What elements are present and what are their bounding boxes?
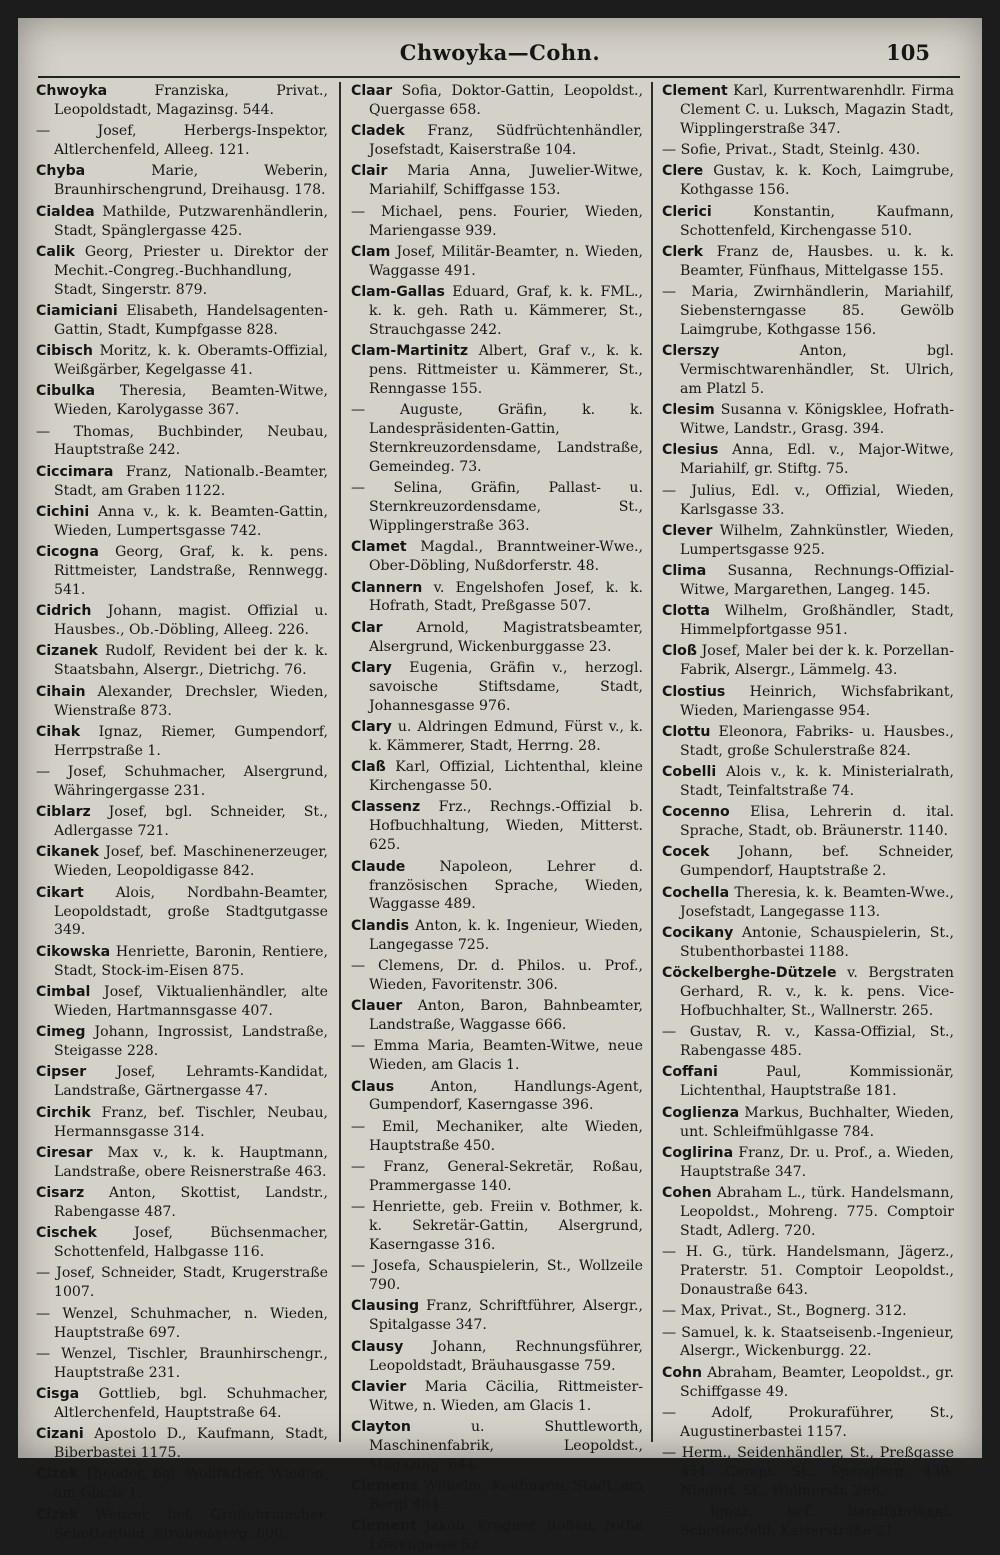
page-number: 105 [886,40,930,65]
directory-entry [36,382,328,420]
entry-name: Chwoyka [36,83,108,99]
entry-text: Marie, Weberin, Braunhirschengrund, Dreihausg. 178. [54,163,328,199]
directory-entry [662,1444,954,1501]
directory-entry [36,803,328,841]
entry-text: Arnold, Magistratsbeamter, Alsergrund, Wickenburggasse 23. [369,619,643,655]
entry-name: Cöckelberghe-Dützele [662,965,837,982]
entry-text: Josef, bgl. Schneider, St., Adlergasse 721. [54,804,328,840]
entry-name: Cizek [36,1506,79,1523]
entry-text: Johann, bef. Schneider, Gumpendorf, Hauptstraße 2. [680,844,954,880]
directory-entry [36,463,328,501]
entry-text: Napoleon, Lehrer d. französischen Sprache, Wieden, Waggasse 489. [369,858,644,913]
directory-entry [36,1224,328,1262]
directory-entry [662,243,954,281]
entry-text: Anton, k. k. Ingenieur, Wieden, Langegasse 725. [369,917,643,953]
directory-entry [36,342,328,380]
directory-entry [662,723,954,761]
entry-name: Clauer [351,998,403,1015]
header-rule [38,76,960,78]
directory-entry [36,302,328,340]
entry-text: Anton, bgl. Vermischtwarenhändler, St. Ulrich, am Platzl 5. [680,343,954,397]
entry-text: Ignaz, Riemer, Gumpendorf, Herrpstraße 1. [54,723,328,759]
entry-text: Karl, Offizial, Lichtenthal, kleine Kirchengasse 50. [369,759,643,795]
entry-name: Cibisch [36,343,93,360]
entry-text: Anna v., k. k. Beamten-Gattin, Wieden, Lumpertsgasse 742. [54,503,328,539]
entry-text: — Michael, pens. Fourier, Wieden, Mariengasse 939. [351,203,643,239]
entry-text: Anton, Skottist, Landstr., Rabengasse 487. [54,1185,328,1220]
directory-entry [662,342,954,399]
entry-name: Cizanek [36,643,98,660]
directory-entry [351,659,643,716]
entry-name: Clam-Gallas [351,284,445,301]
directory-entry [662,884,954,922]
directory-entry [36,983,328,1021]
entry-name: Ciccimara [36,463,114,480]
directory-entry [351,1118,643,1156]
entry-text: — Maria, Zwirnhändlerin, Mariahilf, Siebensterngasse 85. Gewölb Laimgrube, Kothgasse 156. [662,284,954,338]
entry-text: Paul, Kommissionär, Lichtenthal, Hauptstraße 181. [680,1064,954,1100]
entry-text: Heinrich, Wichsfabrikant, Wieden, Mariengasse 954. [680,683,954,719]
columns [36,82,958,1554]
entry-text: Georg, Graf, k. k. pens. Rittmeister, Landstraße, Rennwegg. 541. [54,544,329,598]
entry-text: Jakob, Fragner, Roßau, rothe Löwengasse 52. [369,1518,643,1554]
entry-text: Franz de, Hausbes. u. k. k. Beamter, Fünfhaus, Mittelgasse 155. [680,243,954,279]
entry-text: Rudolf, Revident bei der k. k. Staatsbahn, Alsergr., Dietrichg. 76. [54,643,328,679]
entry-text: Franz, Nationalb.-Beamter, Stadt, am Graben 1122. [54,463,328,499]
entry-text: Franziska, Privat., Leopoldstadt, Magazinsg. 544. [54,83,329,118]
directory-entry [662,141,954,160]
directory-entry [36,884,328,941]
entry-text: Franz, Dr. u. Prof., a. Wieden, Hauptstraße 347. [680,1144,954,1180]
entry-text: Josef, Büchsenmacher, Schottenfeld, Halbgasse 116. [54,1225,328,1261]
entry-name: Clamet [351,539,407,556]
entry-text: Elisabeth, Handelsagenten-Gattin, Stadt, Kumpfgasse 828. [54,302,328,338]
entry-text: Moritz, k. k. Oberamts-Offizial, Weißgärber, Kegelgasse 41. [54,343,328,379]
entry-text: Maria Cäcilia, Rittmeister-Witwe, n. Wieden, am Glacis 1. [369,1378,644,1414]
directory-entry [351,1037,643,1075]
entry-text: Alexander, Drechsler, Wieden, Wienstraße 873. [54,683,328,719]
entry-text: Johann, Rechnungsführer, Leopoldstadt, Bräuhausgasse 759. [369,1338,643,1374]
directory-entry [351,758,643,796]
entry-name: Cialdea [36,203,95,220]
entry-text: Franz, Schriftführer, Alsergr., Spitalgasse 347. [369,1298,643,1334]
entry-text: u. Shuttleworth, Maschinenfabrik, Leopoldst., Magazing. 644. [369,1419,644,1473]
entry-text: Karl, Kurrentwarenhdlr. Firma Clement C. u. Luksch, Magazin Stadt, Wipplingerstraße 347. [680,83,955,137]
directory-entry [36,1506,328,1544]
entry-name: Clement [662,83,728,99]
directory-entry [351,203,643,241]
entry-text: — Emma Maria, Beamten-Witwe, neue Wieden, am Glacis 1. [351,1038,643,1074]
column-divider [339,82,341,1442]
entry-name: Clesius [662,442,719,459]
entry-name: Clannern [351,579,423,596]
entry-text: Wilhelm, Großhändler, Stadt, Himmelpfortgasse 951. [680,603,955,639]
entry-name: Clottu [662,723,711,740]
entry-text: Eleonora, Fabriks- u. Hausbes., Stadt, große Schulerstraße 824. [680,723,954,759]
entry-text: Wenzel, bef. Großuhrmacher, Schottenfeld, Strohmayerg. 600. [54,1506,328,1542]
directory-entry [351,798,643,855]
entry-name: Clandis [351,917,410,934]
entry-text: Alois v., k. k. Ministerialrath, Stadt, Teinfaltstraße 74. [680,764,954,799]
entry-text: Eduard, Graf, k. k. FML., k. k. geh. Rath u. Kämmerer, St., Strauchgasse 242. [369,284,643,338]
directory-page [18,18,982,1554]
entry-name: Calik [36,243,75,260]
directory-entry [351,1477,643,1515]
entry-text: Markus, Buchhalter, Wieden, unt. Schleifmühlgasse 784. [680,1104,954,1140]
entry-text: Alois, Nordbahn-Beamter, Leopoldstadt, große Stadtgutgasse 349. [54,884,328,939]
entry-text: Georg, Priester u. Direktor der Mechit.-Congreg.-Buchhandlung, Stadt, Singerstr. 879. [54,243,328,298]
entry-text: — Ignaz, bef. Bandfabrikant, Schottenfeld, Kaiserstraße 21. [662,1504,954,1540]
entry-text: — Clemens, Dr. d. Philos. u. Prof., Wieden, Favoritenstr. 306. [351,957,643,993]
directory-entry [662,642,954,680]
column-divider [651,82,653,1442]
entry-name: Clausing [351,1298,420,1315]
directory-entry [662,1023,954,1061]
entry-text: Gottlieb, bgl. Schuhmacher, Altlerchenfeld, Hauptstraße 64. [54,1386,328,1421]
entry-name: Cipser [36,1064,87,1081]
entry-text: — Adolf, Prokuraführer, St., Augustinerbastei 1157. [662,1404,954,1440]
entry-name: Cihain [36,683,86,700]
directory-entry [36,1305,328,1343]
entry-name: Clerici [662,203,712,220]
entry-name: Cibulka [36,383,96,400]
directory-entry [36,843,328,881]
entry-name: Cimeg [36,1024,86,1041]
directory-entry [36,763,328,801]
directory-entry [351,858,643,915]
directory-entry [351,283,643,340]
directory-entry [351,1378,643,1416]
directory-entry [36,943,328,981]
entry-name: Cichini [36,503,90,520]
entry-text: — Wenzel, Tischler, Braunhirschengr., Hauptstraße 231. [36,1345,328,1381]
entry-text: Theodor, bgl. Wollfärber, Wieden, am Glacis 1. [54,1466,328,1502]
entry-name: Circhik [36,1104,91,1121]
directory-entry [351,1418,643,1475]
directory-entry [662,522,954,560]
entry-text: Gustav, k. k. Koch, Laimgrube, Kothgasse 156. [680,163,954,199]
entry-text: Johann, magist. Offizial u. Hausbes., Ob.-Döbling, Alleeg. 226. [54,603,328,639]
directory-entry [662,1404,954,1442]
directory-entry [351,1257,643,1295]
entry-name: Clayton [351,1419,411,1436]
directory-entry [662,1503,954,1541]
directory-entry [351,917,643,955]
directory-entry [351,243,643,281]
directory-entry [351,619,643,657]
header-title: Chwoyka—Cohn. [399,40,601,65]
entry-text: — Henriette, geb. Freiin v. Bothmer, k. k. Sekretär-Gattin, Alsergrund, Kaserngasse 316. [351,1199,643,1253]
entry-name: Classenz [351,799,421,816]
entry-name: Ciresar [36,1144,93,1161]
directory-entry [351,1198,643,1255]
entry-name: Clima [662,563,707,580]
entry-name: Cochella [662,884,730,901]
entry-name: Cikowska [36,943,111,960]
entry-text: Anton, Baron, Bahnbeamter, Landstraße, Waggasse 666. [369,998,643,1034]
entry-text: — Josef, Schneider, Stadt, Krugerstraße 1007. [36,1265,328,1301]
directory-entry [662,162,954,200]
directory-entry [662,843,954,881]
entry-text: Franz, bef. Tischler, Neubau, Hermannsgasse 314. [54,1104,328,1140]
entry-name: Claar [351,83,393,99]
entry-text: — Selina, Gräfin, Pallast- u. Sternkreuzordensdame, St., Wipplingerstraße 363. [351,480,643,535]
entry-name: Cohen [662,1185,712,1201]
entry-name: Clement [351,1518,417,1535]
directory-entry [662,602,954,640]
entry-text: Josef, Viktualienhändler, alte Wieden, Hartmannsgasse 407. [54,983,328,1019]
directory-entry [36,243,328,300]
entry-name: Clesim [662,402,715,419]
entry-name: Cimbal [36,983,91,1000]
entry-text: Josef, bef. Maschinenerzeuger, Wieden, Leopoldigasse 842. [54,844,328,880]
entry-text: — Auguste, Gräfin, k. k. Landespräsidenten-Gattin, Sternkreuzordensdame, Landstraße, Gemeindeg. 73. [351,402,643,475]
directory-entry [662,1184,954,1241]
directory-entry [662,964,954,1021]
directory-entry [662,441,954,479]
entry-text: u. Aldringen Edmund, Fürst v., k. k. Kämmerer, Stadt, Herrng. 28. [369,719,644,754]
entry-name: Clostius [662,683,726,700]
entry-text: Susanna v. Königsklee, Hofrath-Witwe, Landstr., Grasg. 394. [680,402,955,438]
entry-name: Clerk [662,243,704,260]
directory-entry [662,203,954,241]
directory-entry [662,803,954,841]
entry-name: Cisga [36,1386,80,1403]
directory-entry [662,283,954,340]
directory-entry [36,602,328,640]
entry-text: — Max, Privat., St., Bognerg. 312. [662,1303,907,1320]
directory-entry [662,1104,954,1142]
directory-entry [662,1364,954,1402]
entry-text: Eugenia, Gräfin v., herzogl. savoische Stiftsdame, Stadt, Johannesgasse 976. [369,659,643,714]
entry-text: Mathilde, Putzwarenhändlerin, Stadt, Spänglergasse 425. [54,203,328,239]
entry-name: Clausy [351,1338,404,1355]
entry-text: — Josef, Herbergs-Inspektor, Altlerchenfeld, Alleeg. 121. [36,123,328,159]
directory-entry [36,1184,328,1222]
entry-text: Susanna, Rechnungs-Offizial-Witwe, Margarethen, Langeg. 145. [680,563,955,598]
directory-entry [662,1243,954,1300]
entry-text: v. Engelshofen Josef, k. k. Hofrath, Stadt, Preßgasse 507. [369,579,643,615]
entry-text: — Josefa, Schauspielerin, St., Wollzeile 790. [351,1258,643,1294]
directory-entry [351,162,643,200]
directory-entry [351,579,643,617]
entry-text: Theresia, k. k. Beamten-Wwe., Josefstadt, Langegasse 113. [680,884,955,920]
directory-entry [36,122,328,160]
entry-name: Clam-Martinitz [351,343,469,360]
entry-name: Cikanek [36,844,100,861]
directory-entry [36,503,328,541]
page-header [18,40,982,76]
entry-text: — Thomas, Buchbinder, Neubau, Hauptstraße 242. [36,423,328,459]
entry-text: Albert, Graf v., k. k. pens. Rittmeister u. Kämmerer, St., Renngasse 155. [369,343,643,397]
directory-entry [662,401,954,439]
directory-entry [36,1144,328,1182]
directory-entry [351,997,643,1035]
directory-entry [36,203,328,241]
directory-entry [36,1264,328,1302]
directory-entry [36,642,328,680]
directory-entry [36,1345,328,1383]
directory-entry [662,1144,954,1182]
directory-entry [662,1063,954,1101]
directory-entry [351,1158,643,1196]
entry-name: Coglienza [662,1104,740,1121]
entry-text: Anna, Edl. v., Major-Witwe, Mariahilf, gr. Stiftg. 75. [680,442,954,478]
entry-name: Cloß [662,643,697,660]
entry-name: Cidrich [36,603,92,620]
entry-text: v. Bergstraten Gerhard, R. v., k. k. pens. Vice-Hofbuchhalter, St., Wallnerstr. 265. [680,965,955,1019]
directory-entry [662,1324,954,1362]
entry-name: Clary [351,719,392,736]
entry-name: Clar [351,619,383,636]
directory-entry [351,122,643,160]
entry-text: — H. G., türk. Handelsmann, Jägerz., Praterstr. 51. Comptoir Leopoldst., Donaustraße 643. [662,1244,954,1298]
directory-entry [351,401,643,477]
entry-name: Claß [351,759,386,776]
directory-entry [351,1338,643,1376]
entry-text: Josef, Lehramts-Kandidat, Landstraße, Gärtnergasse 47. [54,1064,328,1100]
entry-name: Clever [662,522,713,539]
directory-entry [351,718,643,756]
entry-text: Anton, Handlungs-Agent, Gumpendorf, Kaserngasse 396. [369,1078,643,1114]
entry-name: Clerszy [662,343,720,360]
entry-text: Johann, Ingrossist, Landstraße, Steigasse 228. [54,1024,329,1060]
entry-text: Josef, Maler bei der k. k. Porzellan-Fabrik, Alsergr., Lämmelg. 43. [680,643,955,679]
entry-text: — Franz, General-Sekretär, Roßau, Prammergasse 140. [351,1158,643,1194]
entry-text: Franz, Südfrüchtenhändler, Josefstadt, Kaiserstraße 104. [369,123,644,159]
entry-text: Magdal., Branntweiner-Wwe., Ober-Döbling, Nußdorferstr. 48. [369,539,644,575]
entry-name: Cizek [36,1466,79,1483]
entry-name: Cisarz [36,1185,85,1201]
entry-name: Cikart [36,884,84,901]
directory-entry [351,479,643,536]
entry-name: Cocek [662,844,710,861]
entry-text: Antonie, Schauspielerin, St., Stubenthorbastei 1188. [680,924,954,960]
entry-text: Abraham, Beamter, Leopoldst., gr. Schiffgasse 49. [680,1364,955,1400]
entry-name: Clemens [351,1478,419,1495]
directory-entry [36,1104,328,1142]
entry-name: Cizani [36,1426,84,1443]
entry-name: Chyba [36,163,86,180]
entry-text: Konstantin, Kaufmann, Schottenfeld, Kirchengasse 510. [680,203,954,239]
entry-name: Clam [351,243,391,260]
entry-name: Coffani [662,1064,718,1081]
entry-text: — Julius, Edl. v., Offizial, Wieden, Karlsgasse 33. [662,482,954,518]
column-1 [36,82,329,1542]
directory-entry [351,957,643,995]
entry-name: Ciamiciani [36,302,118,319]
entry-name: Clair [351,163,388,180]
entry-name: Cohn [662,1364,703,1381]
directory-entry [36,82,328,120]
directory-entry [351,1517,643,1555]
entry-text: Josef, Militär-Beamter, n. Wieden, Waggasse 491. [369,243,643,279]
entry-text: Wilhelm, Zahnkünstler, Wieden, Lumpertsgasse 925. [680,522,954,558]
column-2 [351,82,644,1554]
entry-text: — Samuel, k. k. Staatseisenb.-Ingenieur, Alsergr., Wickenburgg. 22. [662,1324,954,1360]
entry-name: Cobelli [662,764,717,781]
entry-name: Cicogna [36,544,99,561]
directory-entry [662,82,954,139]
entry-name: Clere [662,163,704,180]
directory-entry [36,543,328,600]
entry-name: Clavier [351,1378,407,1395]
entry-text: Apostolo D., Kaufmann, Stadt, Biberbastei 1175. [54,1426,328,1462]
entry-name: Clary [351,659,392,676]
directory-entry [351,1078,643,1116]
entry-name: Cihak [36,723,81,740]
entry-text: — Josef, Schuhmacher, Alsergrund, Währingergasse 231. [36,764,328,799]
directory-entry [662,1302,954,1321]
entry-name: Cocenno [662,804,730,821]
directory-entry [351,82,643,120]
entry-text: Maria Anna, Juwelier-Witwe, Mariahilf, Schiffgasse 153. [369,163,643,199]
entry-text: Max v., k. k. Hauptmann, Landstraße, obere Reisnerstraße 463. [54,1144,328,1180]
entry-name: Cocikany [662,924,734,941]
entry-text: — Emil, Mechaniker, alte Wieden, Hauptstraße 450. [351,1118,643,1154]
directory-entry [36,683,328,721]
directory-entry [36,1425,328,1463]
entry-name: Claus [351,1078,395,1095]
directory-entry [36,1023,328,1061]
directory-entry [36,723,328,761]
directory-entry [36,1063,328,1101]
directory-entry [36,1385,328,1423]
entry-text: Abraham L., türk. Handelsmann, Leopoldst., Mohreng. 775. Comptoir Stadt, Adlerg. 720. [680,1185,954,1239]
directory-entry [662,482,954,520]
directory-entry [351,538,643,576]
directory-entry [662,763,954,801]
directory-entry [36,162,328,200]
directory-entry [662,683,954,721]
directory-entry [662,562,954,600]
entry-text: Henriette, Baronin, Rentiere, Stadt, Stock-im-Eisen 875. [54,943,329,979]
entry-name: Cischek [36,1225,97,1242]
directory-entry [351,1297,643,1335]
entry-name: Claude [351,858,406,875]
entry-text: Wilhelm, Kaufmann, Stadt, am Bergl 484. [369,1478,643,1514]
directory-entry [351,342,643,399]
column-3 [662,82,955,1540]
entry-text: Theresia, Beamten-Witwe, Wieden, Karolygasse 367. [54,383,328,419]
directory-entry [36,423,328,461]
entry-name: Cladek [351,123,405,140]
entry-text: — Sofie, Privat., Stadt, Steinlg. 430. [662,142,921,159]
directory-entry [662,924,954,962]
entry-text: Sofia, Doktor-Gattin, Leopoldst., Quergasse 658. [369,83,643,118]
entry-name: Clotta [662,603,710,620]
entry-text: — Wenzel, Schuhmacher, n. Wieden, Hauptstraße 697. [36,1305,328,1341]
entry-name: Ciblarz [36,804,91,821]
directory-entry [36,1465,328,1503]
entry-text: — Gustav, R. v., Kassa-Offizial, St., Rabengasse 485. [662,1024,954,1060]
entry-text: Frz., Rechngs.-Offizial b. Hofbuchhaltung, Wieden, Mitterst. 625. [369,799,644,854]
entry-text: — Herm., Seidenhändler, St., Preßgasse 454. Compt. St., Spenglerg. 430. Niederl. St., Wallnerstr. 266. [662,1445,954,1499]
entry-text: Elisa, Lehrerin d. ital. Sprache, Stadt, ob. Bräunerstr. 1140. [680,804,954,840]
entry-name: Coglirina [662,1144,734,1161]
